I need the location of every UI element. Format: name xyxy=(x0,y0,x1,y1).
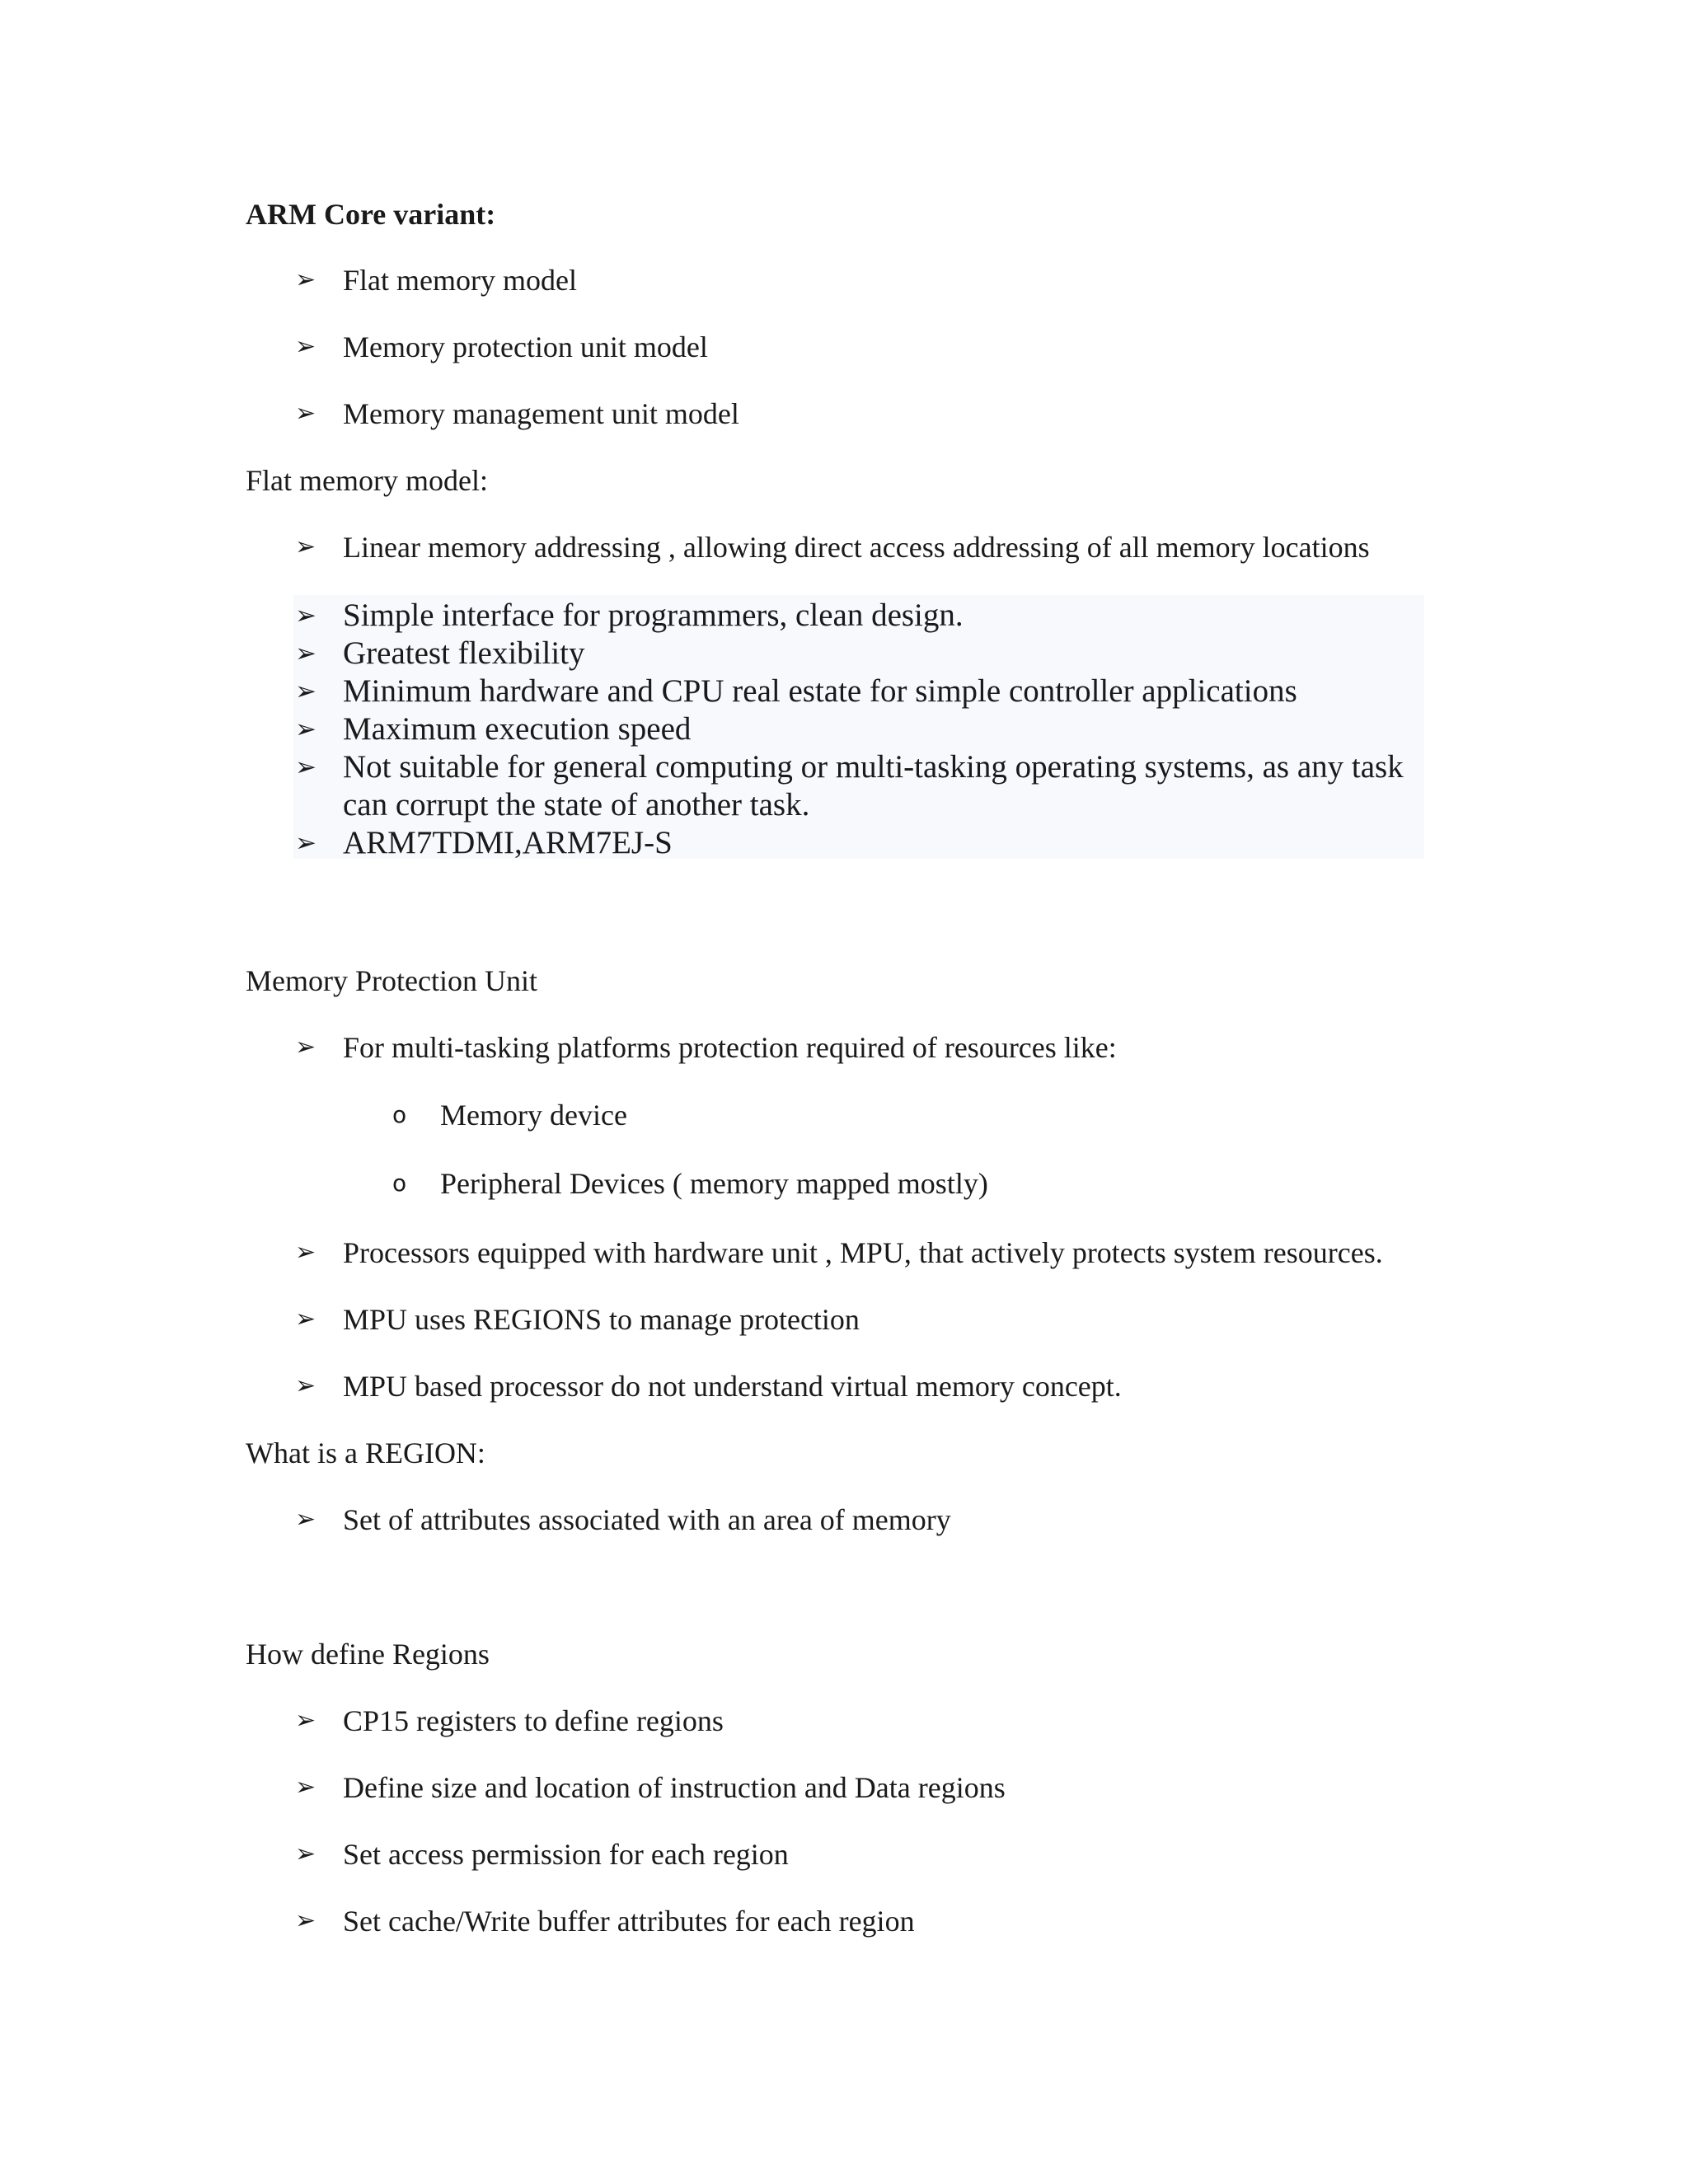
list-item-text: Set of attributes associated with an area of memory xyxy=(343,1503,951,1536)
arrow-bullet-icon: ➢ xyxy=(295,1773,316,1802)
arrow-bullet-icon: ➢ xyxy=(295,828,316,858)
list-item-text: Not suitable for general computing or multi-tasking operating systems, as any task xyxy=(343,749,1404,785)
circle-bullet-icon: o xyxy=(392,1101,407,1128)
section-heading-define-regions: How define Regions xyxy=(246,1638,490,1671)
arrow-bullet-icon: ➢ xyxy=(295,715,316,744)
section-heading-region: What is a REGION: xyxy=(246,1436,485,1469)
circle-bullet-icon: o xyxy=(392,1169,407,1197)
arrow-bullet-icon: ➢ xyxy=(295,677,316,706)
list-item-text: can corrupt the state of another task. xyxy=(343,787,810,823)
list-item-text: MPU based processor do not understand virtual memory concept. xyxy=(343,1370,1122,1403)
list-item-text: Flat memory model xyxy=(343,264,577,297)
arrow-bullet-icon: ➢ xyxy=(295,1840,316,1868)
arrow-bullet-icon: ➢ xyxy=(295,1033,316,1062)
arrow-bullet-icon: ➢ xyxy=(295,399,316,428)
arrow-bullet-icon: ➢ xyxy=(295,332,316,361)
arrow-bullet-icon: ➢ xyxy=(295,639,316,668)
list-item-text: Simple interface for programmers, clean design. xyxy=(343,598,964,633)
list-item-text: For multi-tasking platforms protection required of resources like: xyxy=(343,1031,1117,1064)
list-item-text: Minimum hardware and CPU real estate for simple controller applications xyxy=(343,673,1297,709)
arrow-bullet-icon: ➢ xyxy=(295,1505,316,1534)
arrow-bullet-icon: ➢ xyxy=(295,532,316,561)
list-item-text: Memory management unit model xyxy=(343,397,739,430)
list-item-text: MPU uses REGIONS to manage protection xyxy=(343,1303,860,1336)
list-item-text: Define size and location of instruction and Data regions xyxy=(343,1771,1006,1804)
list-item-text: Memory protection unit model xyxy=(343,330,708,363)
arrow-bullet-icon: ➢ xyxy=(295,1238,316,1267)
highlighted-list xyxy=(293,595,1424,859)
list-item-text: Set cache/Write buffer attributes for each region xyxy=(343,1905,915,1938)
arrow-bullet-icon: ➢ xyxy=(295,601,316,630)
list-item-text: Set access permission for each region xyxy=(343,1838,789,1871)
list-item-text: Processors equipped with hardware unit , MPU, that actively protects system resources. xyxy=(343,1236,1383,1269)
arrow-bullet-icon: ➢ xyxy=(295,1305,316,1333)
arrow-bullet-icon: ➢ xyxy=(295,265,316,294)
section-heading-flat-memory: Flat memory model: xyxy=(246,464,488,497)
section-heading-arm-core: ARM Core variant: xyxy=(246,198,496,231)
sub-list-item-text: Memory device xyxy=(440,1099,627,1132)
list-item-text: Maximum execution speed xyxy=(343,711,692,747)
list-item-text: ARM7TDMI,ARM7EJ-S xyxy=(343,825,673,860)
sub-list-item-text: Peripheral Devices ( memory mapped mostly) xyxy=(440,1167,988,1200)
list-item-text: CP15 registers to define regions xyxy=(343,1704,724,1737)
list-item-text: Greatest flexibility xyxy=(343,635,585,671)
arrow-bullet-icon: ➢ xyxy=(295,1906,316,1935)
arrow-bullet-icon: ➢ xyxy=(295,752,316,782)
arrow-bullet-icon: ➢ xyxy=(295,1706,316,1735)
section-heading-mpu: Memory Protection Unit xyxy=(246,964,537,997)
list-item-text: Linear memory addressing , allowing direct access addressing of all memory locations xyxy=(343,531,1370,564)
arrow-bullet-icon: ➢ xyxy=(295,1371,316,1400)
